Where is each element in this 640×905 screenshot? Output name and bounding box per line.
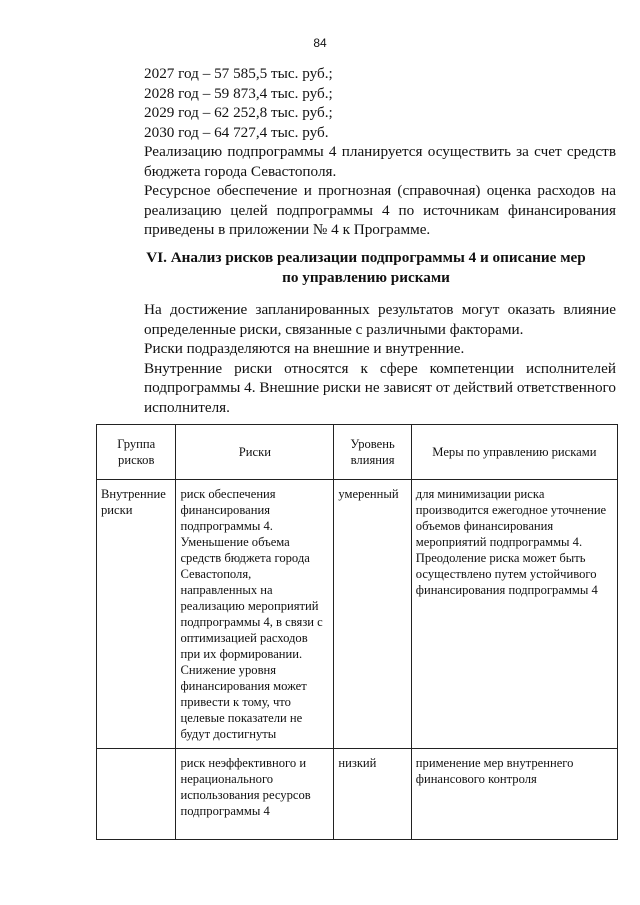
page-number: 84 (313, 36, 327, 50)
funding-line-2028: 2028 год – 59 873,4 тыс. руб.; (144, 84, 333, 102)
cell-impact-level: умеренный (334, 480, 411, 749)
risks-intro (116, 300, 616, 417)
paragraph-risk-types (116, 339, 616, 359)
paragraph-risk-influence-text: На достижение запланированных результатов могут оказать влияние определенные риски, связанные с различными факторами. (144, 301, 616, 338)
table-row (97, 480, 618, 749)
header-risks: Риски (176, 425, 334, 480)
paragraph-risk-influence (116, 300, 616, 339)
paragraph-internal-external-text: Внутренние риски относятся к сфере компетенции исполнителей подпрограммы 4. Внешние риски не зависят от действий ответственного исполнителя. (144, 359, 616, 416)
cell-risk-description: риск неэффективного и нерационального использования ресурсов подпрограммы 4 (176, 749, 334, 840)
funding-by-year (116, 64, 616, 240)
funding-line-2029: 2029 год – 62 252,8 тыс. руб.; (144, 104, 333, 121)
cell-risk-description: риск обеспечения финансирования подпрограммы 4. Уменьшение объема средств бюджета города Севастополя, направленных на реализацию мероприятий подпрограммы 4, в связи с оптимизацией расходов при их формировании. Снижение уровня финансирования может привести к тому, что целевые показатели не будут достигнуты (176, 480, 334, 749)
header-impact-level: Уровень влияния (334, 425, 411, 480)
paragraph-budget-source (116, 142, 616, 181)
paragraph-risk-types-text: Риски подразделяются на внешние и внутренние. (144, 340, 465, 357)
section-heading-line-1: VI. Анализ рисков реализации подпрограммы 4 и описание мер (146, 249, 586, 266)
cell-risk-measures: применение мер внутреннего финансового контроля (411, 749, 617, 840)
table-header-row (97, 425, 618, 480)
cell-impact-level: низкий (334, 749, 411, 840)
paragraph-internal-external (116, 359, 616, 418)
paragraph-resource-provision (116, 181, 616, 240)
section-heading-line-2: по управлению рисками (282, 268, 450, 286)
funding-line-2030: 2030 год – 64 727,4 тыс. руб. (144, 123, 329, 141)
cell-risk-group (97, 749, 176, 840)
cell-risk-group: Внутренние риски (97, 480, 176, 749)
header-risk-measures: Меры по управлению рисками (411, 425, 617, 480)
cell-risk-measures: для минимизации риска производится ежегодное уточнение объемов финансирования мероприятий подпрограммы 4. Преодоление риска может быть осуществлено путем устойчивого финансирования подпрограммы 4 (411, 480, 617, 749)
section-heading (116, 248, 616, 287)
table-row (97, 749, 618, 840)
header-risk-group: Группа рисков (97, 425, 176, 480)
risk-table (96, 424, 618, 840)
funding-line-2027: 2027 год – 57 585,5 тыс. руб.; (144, 65, 333, 82)
paragraph-resource-provision-text: Ресурсное обеспечение и прогнозная (справочная) оценка расходов на реализацию целей подпрограммы 4 по источникам финансирования приведены в приложении № 4 к Программе. (144, 182, 616, 238)
paragraph-budget-source-text: Реализацию подпрограммы 4 планируется осуществить за счет средств бюджета города Севастополя. (144, 143, 616, 180)
